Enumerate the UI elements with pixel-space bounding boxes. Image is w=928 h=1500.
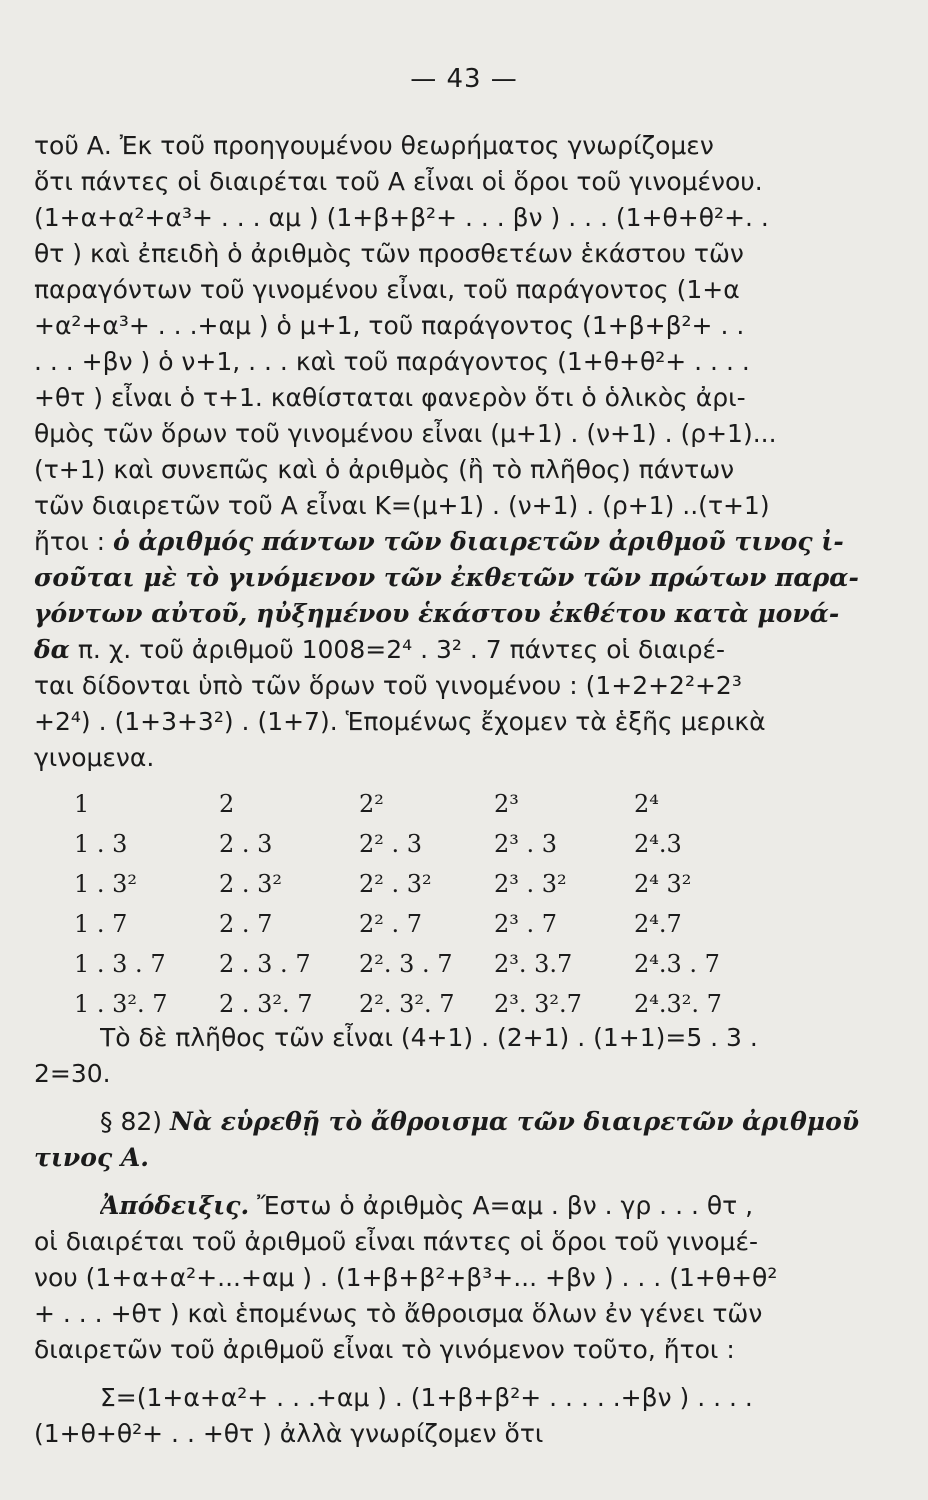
text-line: + . . . +θτ ) καὶ ἑπομένως τὸ ἄθροισμα ὅλων ἐν γένει τῶν [34, 1299, 763, 1328]
text-line: θτ ) καὶ ἐπειδὴ ὁ ἀριθμὸς τῶν προσθετέων ἑκάστου τῶν [34, 239, 744, 268]
formula-line: (1+θ+θ²+ . . +θτ ) ἀλλὰ γνωρίζομεν ὅτι [34, 1419, 544, 1448]
section-title: Νὰ εὑρεθῇ τὸ ἄθροισμα τῶν διαιρετῶν ἀριθμοῦ [169, 1107, 860, 1136]
theorem-prefix: ἤτοι : [34, 527, 113, 556]
table-cell: 2². 3 . 7 [359, 950, 453, 978]
table-cell: 2³ . 3 [494, 830, 558, 858]
table-cell: 2⁴ [634, 790, 659, 818]
table-cell: 2². 3². 7 [359, 990, 455, 1018]
theorem-line [34, 526, 894, 558]
text-line: (τ+1) καὶ συνεπῶς καὶ ὁ ἀριθμὸς (ἢ τὸ πλῆθος) πάντων [34, 455, 735, 484]
text-line: ται δίδονται ὑπὸ τῶν ὅρων τοῦ γινομένου : (1+2+2²+2³ [34, 671, 742, 700]
text-line: +θτ ) εἶναι ὁ τ+1. καθίσταται φανερὸν ὅτι ὁ ὁλικὸς ἀρι- [34, 383, 746, 412]
text-line: +2⁴) . (1+3+3²) . (1+7). Ἑπομένως ἔχομεν τὰ ἑξῆς μερικὰ [34, 707, 766, 736]
section-heading [100, 1106, 894, 1138]
table-cell: 1 . 3² [74, 870, 138, 898]
table-cell: 1 . 3 [74, 830, 128, 858]
table-row [74, 910, 754, 942]
theorem-line: σοῦται μὲ τὸ γινόμενον τῶν ἐκθετῶν τῶν πρώτων παρα- [34, 563, 859, 592]
table-cell: 2³ [494, 790, 519, 818]
proof-label: Ἀπόδειξις. [100, 1191, 250, 1220]
table-cell: 2 . 3² [219, 870, 283, 898]
table-cell: 2 . 3 [219, 830, 273, 858]
theorem-line: γόντων αὐτοῦ, ηὐξημένου ἑκάστου ἐκθέτου κατὰ μονά- [34, 599, 840, 628]
page-number: — 43 — [410, 64, 518, 94]
table-cell: 2 [219, 790, 235, 818]
text-line: (1+α+α²+α³+ . . . αμ ) (1+β+β²+ . . . βν ) . . . (1+θ+θ²+. . [34, 203, 769, 232]
text-line: νου (1+α+α²+...+αμ ) . (1+β+β²+β³+... +βν ) . . . (1+θ+θ² [34, 1263, 778, 1292]
table-cell: 2 . 3 . 7 [219, 950, 311, 978]
proof-line [100, 1190, 894, 1222]
section-title-cont: τινος Α. [34, 1143, 149, 1172]
table-cell: 2⁴ 3² [634, 870, 692, 898]
text-line: γινομενα. [34, 743, 155, 772]
theorem-end: δα [34, 635, 70, 664]
text-line: Τὸ δὲ πλῆθος τῶν εἶναι (4+1) . (2+1) . (1+1)=5 . 3 . [100, 1023, 758, 1052]
text-line: τῶν διαιρετῶν τοῦ Α εἶναι Κ=(μ+1) . (ν+1) . (ρ+1) ..(τ+1) [34, 491, 770, 520]
table-cell: 2³. 3².7 [494, 990, 582, 1018]
table-cell: 2⁴.7 [634, 910, 682, 938]
formula-line: Σ=(1+α+α²+ . . .+αμ ) . (1+β+β²+ . . . . .+βν ) . . . . [100, 1383, 753, 1412]
proof-text: Ἔστω ὁ ἀριθμὸς Α=αμ . βν . γρ . . . θτ , [249, 1191, 754, 1220]
table-cell: 2² . 7 [359, 910, 423, 938]
text-line: οἱ διαιρέται τοῦ ἀριθμοῦ εἶναι πάντες οἱ ὅροι τοῦ γινομέ- [34, 1227, 758, 1256]
table-cell: 1 . 3 . 7 [74, 950, 166, 978]
text-line: παραγόντων τοῦ γινομένου εἶναι, τοῦ παράγοντος (1+α [34, 275, 740, 304]
text-line: 2=30. [34, 1059, 111, 1088]
table-row [74, 870, 754, 902]
example-line [34, 634, 894, 666]
theorem-text: ὁ ἀριθμός πάντων τῶν διαιρετῶν ἀριθμοῦ τινος ἰ- [112, 527, 844, 556]
text-line: διαιρετῶν τοῦ ἀριθμοῦ εἶναι τὸ γινόμενον τοῦτο, ἤτοι : [34, 1335, 735, 1364]
example-text: π. χ. τοῦ ἀριθμοῦ 1008=2⁴ . 3² . 7 πάντες οἱ διαιρέ- [69, 635, 726, 664]
text-line: . . . +βν ) ὁ ν+1, . . . καὶ τοῦ παράγοντος (1+θ+θ²+ . . . . [34, 347, 750, 376]
table-cell: 2⁴.3 . 7 [634, 950, 720, 978]
table-row [74, 790, 754, 822]
table-cell: 2³ . 3² [494, 870, 567, 898]
table-row [74, 830, 754, 862]
table-cell: 1 . 3². 7 [74, 990, 168, 1018]
table-cell: 2³. 3.7 [494, 950, 573, 978]
table-cell: 1 . 7 [74, 910, 128, 938]
table-cell: 2 . 7 [219, 910, 273, 938]
table-cell: 2² . 3 [359, 830, 423, 858]
table-cell: 1 [74, 790, 90, 818]
table-cell: 2³ . 7 [494, 910, 558, 938]
table-cell: 2 . 3². 7 [219, 990, 313, 1018]
text-line: τοῦ Α. Ἐκ τοῦ προηγουμένου θεωρήματος γνωρίζομεν [34, 131, 714, 160]
section-number: § 82) [100, 1107, 170, 1136]
table-row [74, 950, 754, 982]
table-cell: 2⁴.3². 7 [634, 990, 722, 1018]
text-line: +α²+α³+ . . .+αμ ) ὁ μ+1, τοῦ παράγοντος (1+β+β²+ . . [34, 311, 745, 340]
table-cell: 2² [359, 790, 384, 818]
table-cell: 2⁴.3 [634, 830, 682, 858]
text-line: θμὸς τῶν ὅρων τοῦ γινομένου εἶναι (μ+1) . (ν+1) . (ρ+1)... [34, 419, 777, 448]
text-line: ὅτι πάντες οἱ διαιρέται τοῦ Α εἶναι οἱ ὅροι τοῦ γινομένου. [34, 167, 763, 196]
table-row [74, 990, 754, 1022]
table-cell: 2² . 3² [359, 870, 432, 898]
